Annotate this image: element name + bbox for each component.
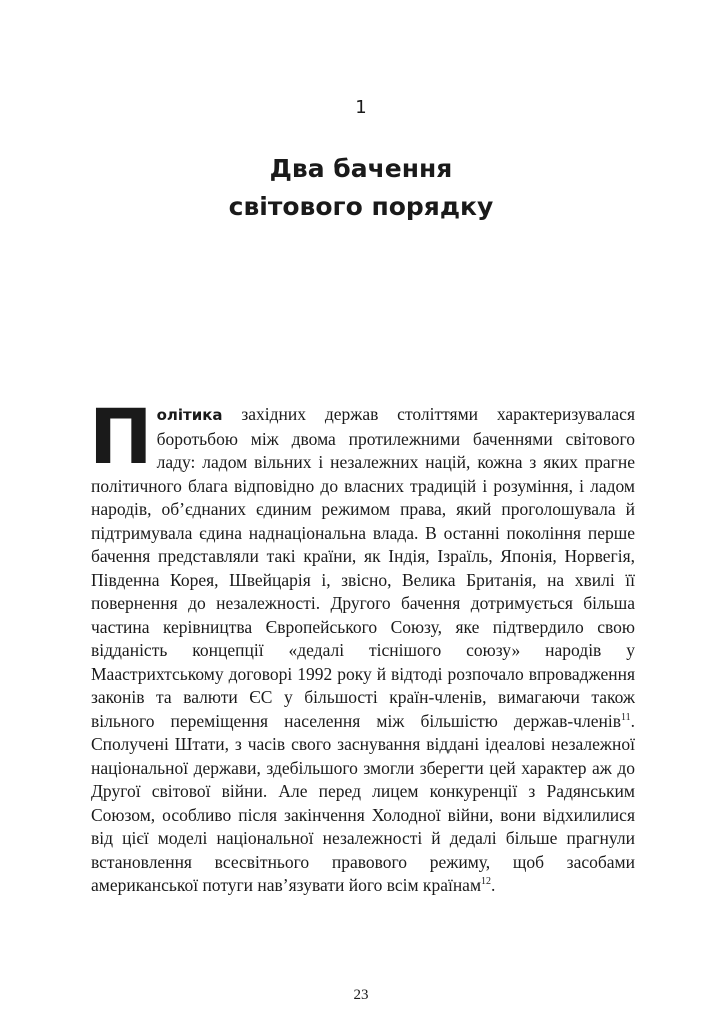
chapter-title-line-1: Два бачення [269, 154, 453, 183]
footnote-reference-12[interactable]: 12 [481, 876, 492, 888]
paragraph-text-part-3: . [491, 875, 496, 895]
paragraph [89, 392, 635, 898]
paragraph-text-part-2: . Сполучені Штати, з часів свого заснування віддані ідеалові незалежної національної держави, здебільшого змогли зберегти цей характер аж до Другої світової війни. Але перед лицем конкуренції з Радянським Союзом, особливо після закінчення Холодної війни, вони відхилилися від цієї моделі національної незалежності й дедалі більше прагнули встановлення всесвітнього правового режиму, щоб засобами американської потуги нав’язувати його всім країнам [91, 710, 635, 895]
drop-cap: П [89, 392, 151, 481]
page-number: 23 [353, 987, 369, 1003]
body-text [89, 392, 635, 898]
footnote-reference-11[interactable]: 11 [620, 711, 631, 723]
chapter-number: 1 [355, 97, 367, 118]
chapter-title-line-2: світового порядку [228, 192, 494, 221]
lead-word: олітика [156, 406, 223, 424]
chapter-title [0, 150, 722, 226]
paragraph-text-part-1: західних держав століттями характеризувалася боротьбою між двома протилежними баченнями світового ладу: ладом вільних і незалежних націй, кожна з яких прагне політичного блага відповідно до власних традицій і розуміння, і ладом народів, об’єднаних єдиним режимом права, який проголошувала й підтримувала єдина наднаціональна влада. В останні покоління перше бачення представляли такі країни, як Індія, Ізраїль, Японія, Норвегія, Південна Корея, Швейцарія і, звісно, Велика Британія, на хвилі її повернення до незалежності. Другого бачення дотримується більша частина керівництва Європейського Союзу, яке підтвердило свою відданість концепції «дедалі тіснішого союзу» народів у Маастрихтському договорі 1992 року й відтоді розпочало впровадження законів та валюти ЄС у більшості країн-членів, вимагаючи також вільного переміщення населення між більшістю держав-членів [91, 404, 635, 731]
